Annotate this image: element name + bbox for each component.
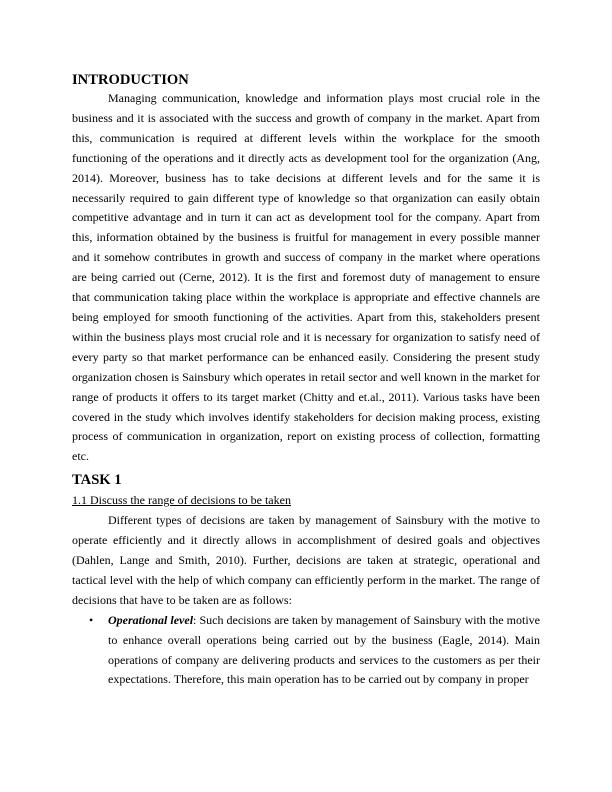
decision-levels-list: [72, 611, 540, 691]
section-1-1-subheading: 1.1 Discuss the range of decisions to be taken: [72, 493, 291, 508]
list-item-term: Operational level: [108, 612, 194, 627]
list-item-description: : Such decisions are taken by management of Sainsbury with the motive to enhance overall operations being carried out by the business (Eagle, 2014). Main operations of company are delivering products and services to the customers as per their expectations. Therefore, this main operation has to be carried out by company in proper: [108, 612, 540, 687]
decisions-paragraph: Different types of decisions are taken by management of Sainsbury with the motive to operate efficiently and it directly allows in accomplishment of desired goals and objectives (Dahlen, Lange and Smith, 2010). Further, decisions are taken at strategic, operational and tactical level with the help of which company can efficiently perform in the market. The range of decisions that have to be taken are as follows:: [72, 513, 540, 607]
page-content: [72, 71, 540, 690]
introduction-paragraph: Managing communication, knowledge and information plays most crucial role in the business and it is associated with the success and growth of company in the market. Apart from this, communication is required at different levels within the workplace for the smooth functioning of the operations and it directly acts as development tool for the organization (Ang, 2014). Moreover, business has to take decisions at different levels and for the same it is necessarily required to gain different type of knowledge so that organization can easily obtain competitive advantage and in turn it can act as development tool for the company. Apart from this, information obtained by the business is fruitful for management in every possible manner and it somehow contributes in growth and success of company in the market where operations are being carried out (Cerne, 2012). It is the first and foremost duty of management to ensure that communication taking place within the workplace is appropriate and effective channels are being employed for smooth functioning of the activities. Apart from this, stakeholders present within the business plays most crucial role and it is necessary for organization to satisfy need of every party so that market performance can be enhanced easily. Considering the present study organization chosen is Sainsbury which operates in retail sector and well known in the market for range of products it offers to its target market (Chitty and et.al., 2011). Various tasks have been covered in the study which involves identify stakeholders for decision making process, existing process of communication in organization, report on existing process of collection, formatting etc.: [72, 91, 540, 464]
list-item-text: [108, 611, 540, 691]
list-item: [89, 611, 540, 691]
bullet-icon: •: [89, 612, 94, 627]
task-1-heading: TASK 1: [72, 472, 122, 489]
introduction-heading: INTRODUCTION: [72, 72, 189, 88]
